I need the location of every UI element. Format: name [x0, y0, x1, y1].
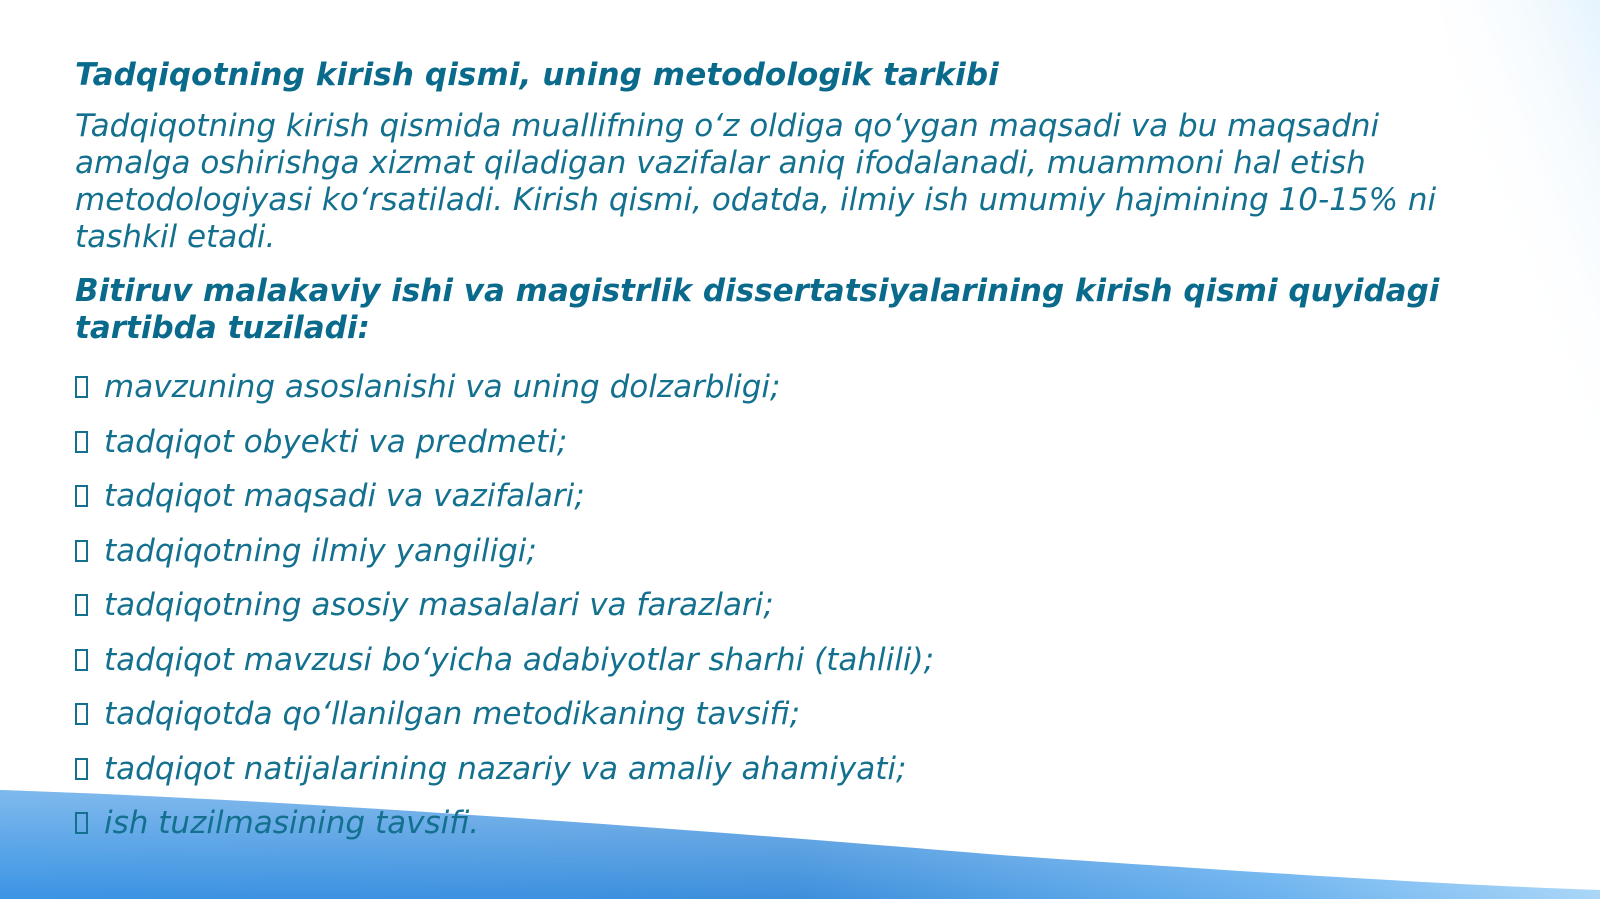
bullet-box-icon [75, 594, 88, 616]
bullet-box-icon [75, 376, 88, 398]
bullet-box-icon [75, 431, 88, 453]
bullet-box-icon [75, 485, 88, 507]
intro-paragraph: Tadqiqotning kirish qismida muallifning o‘z oldiga qo‘ygan maqsadi va bu maqsadni amalga oshirishga xizmat qiladigan vazifalar aniq ifodalanadi, muammoni hal etish metodologiyasi ko‘rsatiladi. Kirish qismi, odatda, ilmiy ish umumiy hajmining 10-15% ni tashkil etadi. [75, 108, 1437, 255]
list-item [75, 796, 1455, 851]
list-item-text: tadqiqotning ilmiy yangiligi; [104, 532, 537, 569]
bullet-box-icon [75, 812, 88, 834]
structure-list [75, 360, 1455, 851]
slide-heading: Tadqiqotning kirish qismi, uning metodologik tarkibi [75, 57, 999, 93]
list-item-text: mavzuning asoslanishi va uning dolzarbligi; [104, 369, 781, 405]
list-item [75, 524, 1455, 579]
list-item-text: tadqiqot maqsadi va vazifalari; [104, 478, 585, 514]
bullet-box-icon [75, 703, 88, 725]
list-item [75, 578, 1455, 633]
list-item [75, 360, 1455, 415]
list-item-text: tadqiqot mavzusi bo‘yicha adabiyotlar sharhi (tahlili); [104, 641, 935, 678]
list-item-text: tadqiqot natijalarining nazariy va amaliy ahamiyati; [104, 750, 907, 787]
list-item [75, 469, 1455, 524]
slide-content [75, 56, 1455, 851]
list-item-text: tadqiqotda qo‘llanilgan metodikaning tavsifi; [104, 696, 801, 732]
list-item-text: tadqiqotning asosiy masalalari va farazlari; [104, 587, 774, 623]
right-fade-decoration [1440, 0, 1600, 600]
list-item [75, 415, 1455, 470]
list-item-text: tadqiqot obyekti va predmeti; [104, 423, 568, 460]
list-item [75, 742, 1455, 797]
list-heading: Bitiruv malakaviy ishi va magistrlik dissertatsiyalarining kirish qismi quyidagi tartibda tuziladi: [75, 273, 1440, 346]
bullet-box-icon [75, 758, 88, 780]
list-item-text: ish tuzilmasining tavsifi. [104, 805, 480, 841]
bullet-box-icon [75, 649, 88, 671]
bullet-box-icon [75, 540, 88, 562]
list-item [75, 687, 1455, 742]
list-item [75, 633, 1455, 688]
